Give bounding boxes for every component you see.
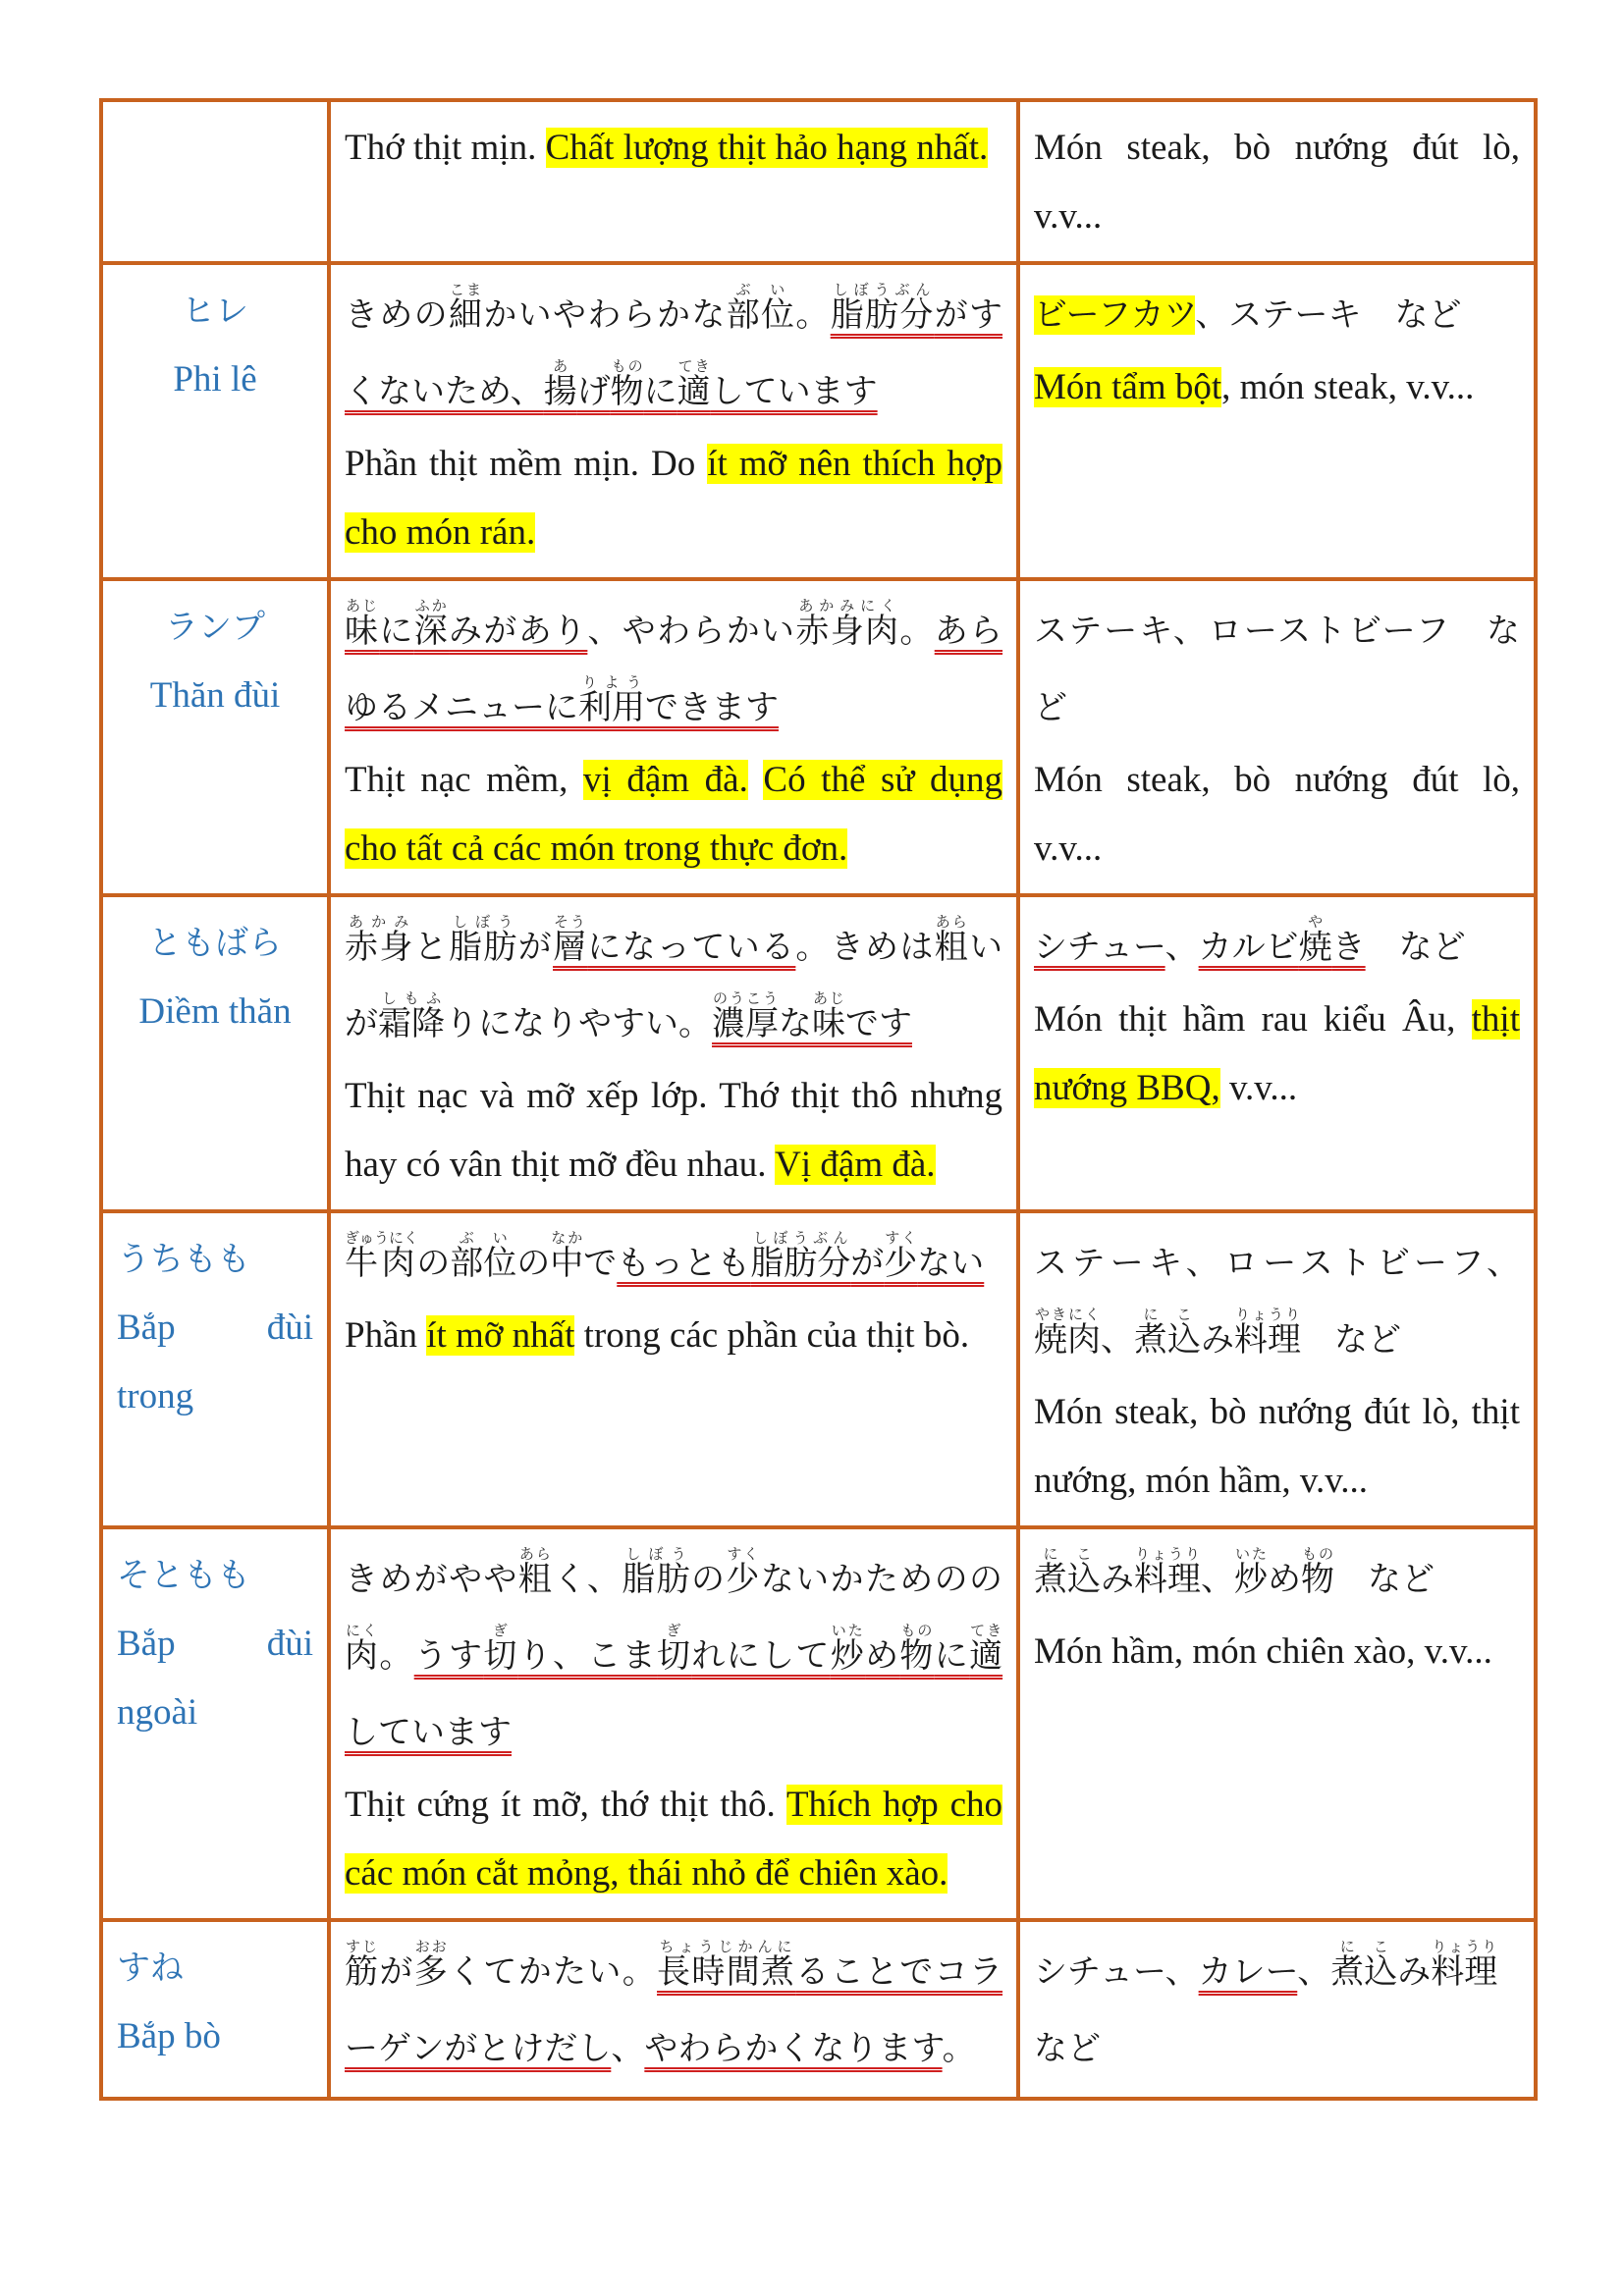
description-vi <box>345 746 1002 883</box>
cut-name-cell <box>101 1527 329 1920</box>
description-cell <box>329 1211 1018 1527</box>
description-vi <box>345 1062 1002 1200</box>
plain-text: Món steak, bò nướng đút lò, v.v... <box>1034 128 1520 237</box>
highlight-text: ít mỡ nhất <box>426 1315 575 1356</box>
plain-text: Món steak, bò nướng đút lò, v.v... <box>1034 760 1520 869</box>
highlight-text: Chất lượng thịt hảo hạng nhất. <box>545 128 989 168</box>
beef-cuts-table <box>99 98 1538 2101</box>
dishes-cell <box>1018 263 1536 579</box>
plain-text: Món steak, bò nướng đút lò, thịt nướng, món hầm, v.v... <box>1034 1392 1520 1501</box>
highlight-text: Có thể sử dụng cho tất cả các món trong thực đơn. <box>345 760 1003 869</box>
dishes-vi <box>1034 746 1520 883</box>
cut-name-jp: そともも <box>117 1556 250 1595</box>
cut-name-jp: うちもも <box>117 1240 250 1279</box>
table-body <box>101 100 1536 2099</box>
cut-name-cell <box>101 1211 329 1527</box>
dishes-cell <box>1018 1211 1536 1527</box>
dishes-cell <box>1018 1527 1536 1920</box>
table-row <box>101 263 1536 579</box>
cut-name-jp: ヒレ <box>182 292 248 331</box>
table-row <box>101 100 1536 263</box>
description-cell <box>329 100 1018 263</box>
plain-text <box>748 760 764 800</box>
description-jp: 筋すじが多おおくてかたい。長時間煮ちょうじかんにることでコラーゲンがとけだし、やわらかくなります。 <box>345 1938 1003 2068</box>
cut-name-cell <box>101 100 329 263</box>
description-cell <box>329 263 1018 579</box>
table-row <box>101 895 1536 1211</box>
dishes-vi <box>1034 1618 1520 1686</box>
description-cell <box>329 1527 1018 1920</box>
plain-text: v.v... <box>1219 1068 1298 1108</box>
dishes-vi <box>1034 986 1520 1123</box>
dishes-jp: シチュー、カルビ焼やき など <box>1034 913 1466 967</box>
dishes-vi <box>1034 1378 1520 1516</box>
plain-text: Thịt nạc mềm, <box>345 760 583 800</box>
description-vi <box>345 430 1002 567</box>
plain-text: Phần thịt mềm mịn. Do <box>345 444 708 484</box>
plain-text: Thớ thịt mịn. <box>345 128 546 168</box>
dishes-jp: シチュー、カレー、煮込にこみ料理りょうり など <box>1034 1938 1532 2068</box>
plain-text: Phần <box>345 1315 427 1356</box>
plain-text: Thịt nạc và mỡ xếp lớp. Thớ thịt thô nhưng hay có vân thịt mỡ đều nhau. <box>345 1076 1002 1185</box>
dishes-jp: ステーキ、ローストビーフ、焼肉やきにく、煮込にこみ料理りょうり など <box>1034 1244 1520 1360</box>
cut-name-jp: ランプ <box>165 608 265 647</box>
description-cell <box>329 895 1018 1211</box>
plain-text: Món hầm, món chiên xào, v.v... <box>1034 1631 1492 1672</box>
description-jp: きめの細こまかいやわらかな部位ぶい。脂肪分しぼうぶんがすくないため、揚あげ物ものに適てきしています <box>345 281 1003 411</box>
cut-name-vi: Diềm thăn <box>138 991 292 1032</box>
dishes-jp: ビーフカツ、ステーキ など <box>1034 295 1462 335</box>
plain-text: trong các phần của thịt bò. <box>574 1315 970 1356</box>
highlight-text: ít mỡ nên thích hợp cho món rán. <box>345 444 1002 553</box>
description-jp: 赤身あかみと脂肪しぼうが層そうになっている。きめは粗あらいが霜降しもふりになりやすい。濃厚のうこうな味あじです <box>345 913 1003 1043</box>
highlight-text: Món tẩm bột <box>1034 367 1222 407</box>
dishes-jp: 煮込にこみ料理りょうり、炒いため物もの など <box>1034 1545 1435 1599</box>
cut-name-vi: Bắp đùi trong <box>117 1308 313 1416</box>
dishes-vi <box>1034 114 1520 251</box>
dishes-vi <box>1034 353 1520 422</box>
description-vi <box>345 1771 1002 1908</box>
cut-name-jp: すね <box>117 1949 184 1988</box>
description-cell <box>329 1920 1018 2099</box>
dishes-cell <box>1018 1920 1536 2099</box>
dishes-cell <box>1018 579 1536 895</box>
description-jp: きめがやや粗あらく、脂肪しぼうの少すくないかためのの肉にく。うす切ぎり、こま切ぎれにして炒いため物ものに適てきしています <box>345 1545 1003 1752</box>
dishes-cell <box>1018 895 1536 1211</box>
description-cell <box>329 579 1018 895</box>
cut-name-vi: Thăn đùi <box>149 675 281 716</box>
description-jp: 牛肉ぎゅうにくの部位ぶいの中なかでもっとも脂肪分しぼうぶんが少すくない <box>345 1229 985 1283</box>
table-row <box>101 1527 1536 1920</box>
cut-name-cell <box>101 263 329 579</box>
cut-name-vi: Bắp đùi ngoài <box>117 1624 313 1733</box>
highlight-text: thịt nướng BBQ, <box>1034 999 1520 1108</box>
cut-name-cell <box>101 895 329 1211</box>
cut-name-vi: Phi lê <box>173 359 257 400</box>
cut-name-cell <box>101 579 329 895</box>
table-row <box>101 1211 1536 1527</box>
highlight-text: vị đậm đà. <box>583 760 748 800</box>
cut-name-vi: Bắp bò <box>117 2016 221 2056</box>
dishes-cell <box>1018 100 1536 263</box>
plain-text: , món steak, v.v... <box>1221 367 1475 407</box>
table-row <box>101 579 1536 895</box>
description-vi <box>345 1302 1002 1370</box>
cut-name-jp: ともばら <box>148 924 282 963</box>
plain-text: Thịt cứng ít mỡ, thớ thịt thô. <box>345 1785 786 1825</box>
cut-name-cell <box>101 1920 329 2099</box>
plain-text: Món thịt hầm rau kiểu Âu, <box>1034 999 1472 1040</box>
highlight-text: Thích hợp cho các món cắt mỏng, thái nhỏ để chiên xào. <box>345 1785 1002 1894</box>
description-vi <box>345 114 1002 183</box>
table-row <box>101 1920 1536 2099</box>
highlight-text: Vị đậm đà. <box>775 1145 936 1185</box>
description-jp: 味あじに深ふかみがあり、やわらかい赤身肉あかみにく。あらゆるメニューに利用りようできます <box>345 597 1003 727</box>
dishes-jp: ステーキ、ローストビーフ など <box>1034 612 1520 727</box>
